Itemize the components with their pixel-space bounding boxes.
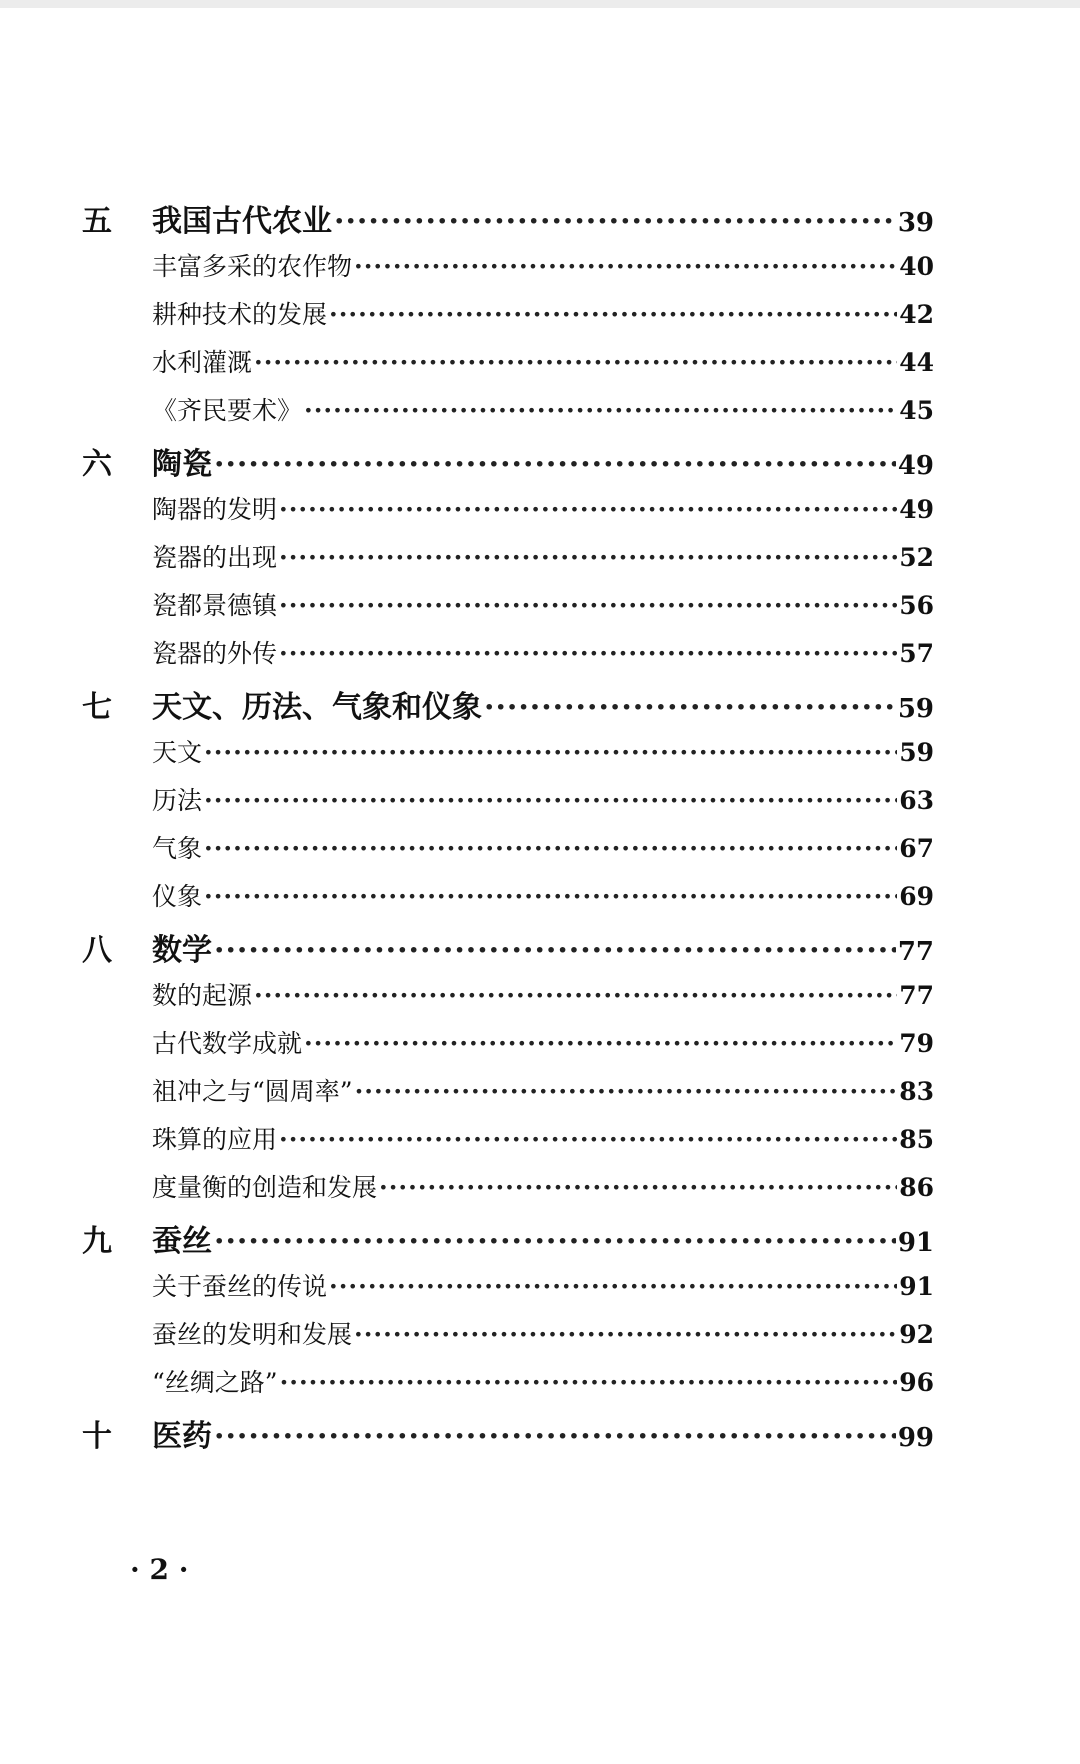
section-title: 仪象 — [152, 882, 203, 911]
toc-section-row — [82, 1267, 934, 1315]
section-title: “丝绸之路” — [152, 1368, 278, 1397]
dot-leader — [254, 981, 897, 1010]
section-page-number: 59 — [899, 738, 934, 767]
chapter-number: 九 — [82, 1224, 112, 1259]
dot-leader — [280, 1368, 898, 1397]
dot-leader — [279, 543, 897, 572]
section-page-number: 79 — [899, 1029, 934, 1058]
section-page-number: 85 — [899, 1125, 934, 1154]
dot-leader — [204, 738, 897, 767]
section-page-number: 92 — [899, 1320, 934, 1349]
chapter-title: 天文、历法、气象和仪象 — [152, 690, 482, 725]
toc-chapter-row — [82, 196, 934, 240]
section-page-number: 86 — [899, 1173, 934, 1202]
chapter-title: 数学 — [152, 933, 212, 968]
dot-leader — [214, 933, 896, 968]
section-title: 瓷都景德镇 — [152, 591, 278, 620]
section-title: 蚕丝的发明和发展 — [152, 1320, 353, 1349]
chapter-page-number: 91 — [897, 1228, 934, 1258]
toc-section-row — [82, 490, 934, 538]
section-page-number: 42 — [899, 300, 934, 329]
section-page-number: 67 — [899, 834, 934, 863]
section-title: 丰富多采的农作物 — [152, 252, 353, 281]
toc-chapter-row — [82, 682, 934, 726]
toc-chapter-row — [82, 1411, 934, 1455]
toc-chapter-row — [82, 925, 934, 969]
dot-leader — [304, 1029, 897, 1058]
toc-section-row — [82, 1363, 934, 1411]
section-title: 瓷器的外传 — [152, 639, 278, 668]
section-page-number: 57 — [899, 639, 934, 668]
section-page-number: 56 — [899, 591, 934, 620]
chapter-number: 五 — [82, 204, 112, 239]
dot-leader — [214, 1419, 896, 1454]
toc-section-row — [82, 1120, 934, 1168]
section-title: 数的起源 — [152, 981, 253, 1010]
section-title: 祖冲之与“圆周率” — [152, 1077, 353, 1106]
dot-leader — [279, 495, 897, 524]
dot-leader — [484, 690, 896, 725]
toc-section-row — [82, 343, 934, 391]
dot-leader — [279, 639, 897, 668]
chapter-page-number: 39 — [897, 208, 934, 238]
toc-section-row — [82, 1315, 934, 1363]
chapter-page-number: 77 — [897, 937, 934, 967]
chapter-number: 十 — [82, 1419, 112, 1454]
dot-leader — [379, 1173, 897, 1202]
top-edge-bar — [0, 0, 1080, 8]
dot-leader — [304, 396, 897, 425]
section-page-number: 83 — [899, 1077, 934, 1106]
toc-section-row — [82, 391, 934, 439]
section-title: 古代数学成就 — [152, 1029, 303, 1058]
toc-section-row — [82, 976, 934, 1024]
chapter-number: 七 — [82, 690, 112, 725]
chapter-number: 六 — [82, 447, 112, 482]
section-title: 气象 — [152, 834, 203, 863]
toc-chapter-row — [82, 1216, 934, 1260]
section-page-number: 91 — [899, 1272, 934, 1301]
dot-leader — [354, 252, 897, 281]
toc-section-row — [82, 733, 934, 781]
section-page-number: 69 — [899, 882, 934, 911]
toc-section-row — [82, 247, 934, 295]
chapter-number: 八 — [82, 933, 112, 968]
dot-leader — [279, 591, 897, 620]
dot-leader — [204, 834, 897, 863]
section-page-number: 45 — [899, 396, 934, 425]
toc-section-row — [82, 781, 934, 829]
section-title: 关于蚕丝的传说 — [152, 1272, 328, 1301]
chapter-title: 蚕丝 — [152, 1224, 212, 1259]
dot-leader — [204, 882, 897, 911]
toc-section-row — [82, 829, 934, 877]
toc-section-row — [82, 295, 934, 343]
section-page-number: 40 — [899, 252, 934, 281]
dot-leader — [279, 1125, 897, 1154]
section-title: 耕种技术的发展 — [152, 300, 328, 329]
section-title: 天文 — [152, 738, 203, 767]
table-of-contents — [82, 196, 934, 1462]
page-number: · 2 · — [130, 1553, 189, 1586]
dot-leader — [329, 300, 897, 329]
toc-section-row — [82, 538, 934, 586]
dot-leader — [254, 348, 897, 377]
chapter-title: 陶瓷 — [152, 447, 212, 482]
section-page-number: 49 — [899, 495, 934, 524]
chapter-title: 医药 — [152, 1419, 212, 1454]
dot-leader — [334, 204, 896, 239]
section-title: 水利灌溉 — [152, 348, 253, 377]
section-title: 历法 — [152, 786, 203, 815]
toc-section-row — [82, 634, 934, 682]
chapter-title: 我国古代农业 — [152, 204, 332, 239]
dot-leader — [329, 1272, 897, 1301]
toc-section-row — [82, 877, 934, 925]
section-title: 珠算的应用 — [152, 1125, 278, 1154]
toc-section-row — [82, 1168, 934, 1216]
toc-section-row — [82, 1024, 934, 1072]
section-page-number: 44 — [899, 348, 934, 377]
chapter-page-number: 59 — [897, 694, 934, 724]
section-page-number: 63 — [899, 786, 934, 815]
toc-section-row — [82, 1072, 934, 1120]
section-title: 《齐民要术》 — [152, 396, 303, 425]
toc-chapter-row — [82, 439, 934, 483]
chapter-page-number: 99 — [897, 1423, 934, 1453]
section-page-number: 77 — [899, 981, 934, 1010]
dot-leader — [204, 786, 897, 815]
dot-leader — [354, 1320, 897, 1349]
section-title: 陶器的发明 — [152, 495, 278, 524]
chapter-page-number: 49 — [897, 451, 934, 481]
section-title: 度量衡的创造和发展 — [152, 1173, 378, 1202]
section-page-number: 52 — [899, 543, 934, 572]
section-title: 瓷器的出现 — [152, 543, 278, 572]
dot-leader — [355, 1077, 898, 1106]
toc-section-row — [82, 586, 934, 634]
section-page-number: 96 — [899, 1368, 934, 1397]
dot-leader — [214, 447, 896, 482]
dot-leader — [214, 1224, 896, 1259]
